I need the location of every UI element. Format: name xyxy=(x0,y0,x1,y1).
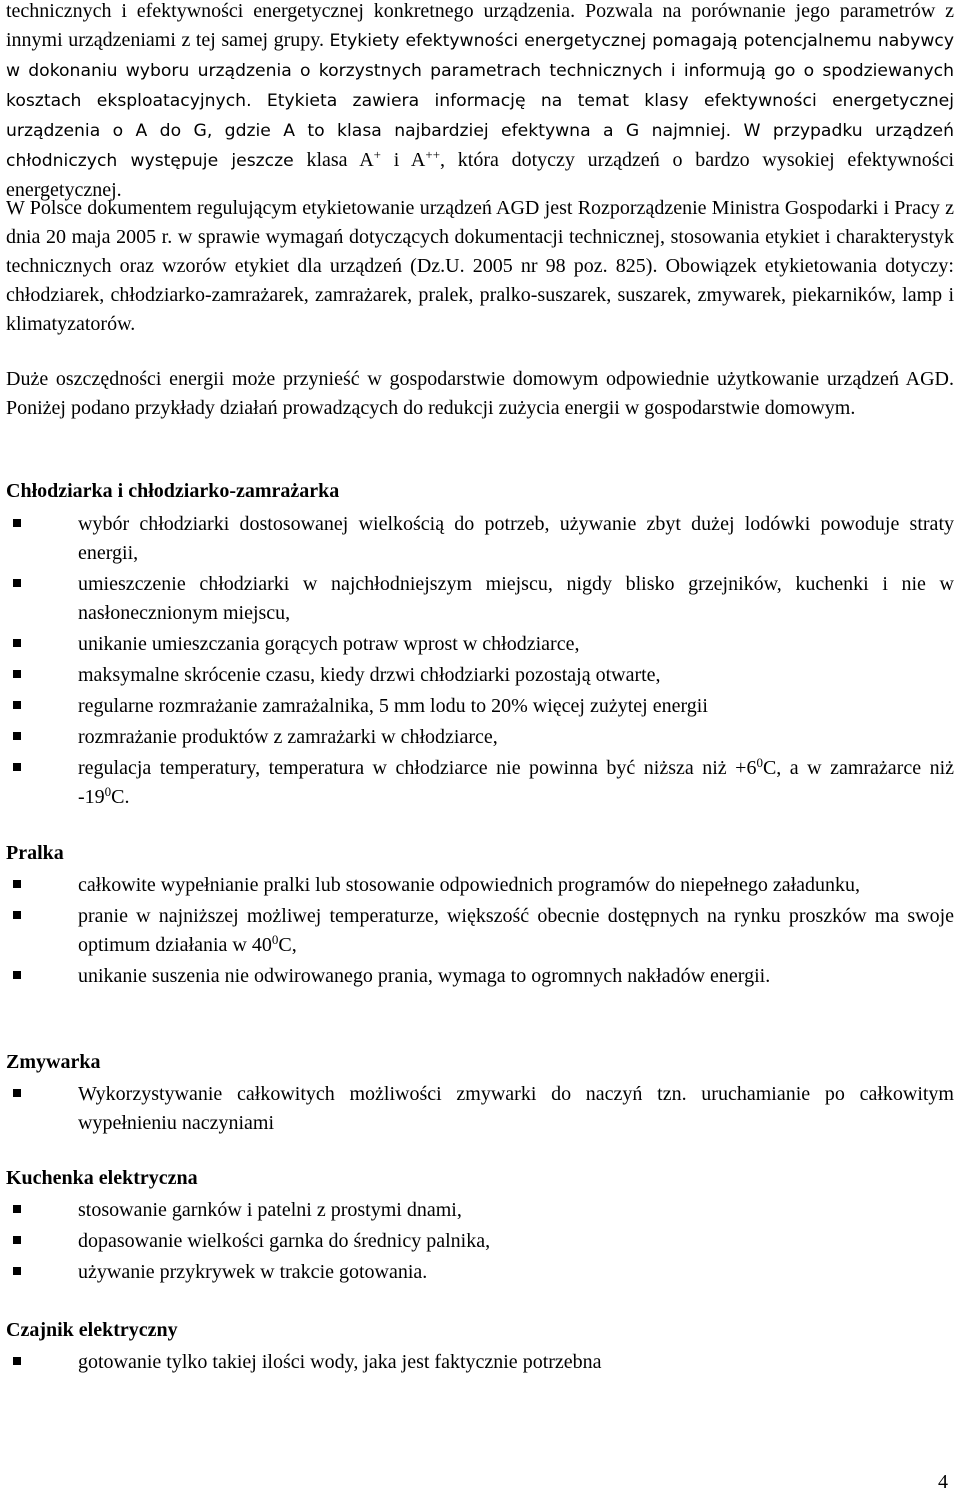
bullet-icon xyxy=(13,1089,21,1097)
bullet-icon xyxy=(13,1267,21,1275)
list-item: rozmrażanie produktów z zamrażarki w chłodziarce, xyxy=(6,723,954,752)
intro-paragraph xyxy=(6,0,954,205)
regulation-paragraph: W Polsce dokumentem regulującym etykietowanie urządzeń AGD jest Rozporządzenie Ministra Gospodarki i Pracy z dnia 20 maja 2005 r. w sprawie wymagań dotyczących dokumentacji technicznej, stosowania etykiet i charakterystyk technicznych oraz wzorów etykiet dla urządzeń (Dz.U. 2005 nr 98 poz. 825). Obowiązek etykietowania dotyczy: chłodziarek, chłodziarko-zamrażarek, zamrażarek, pralek, pralko-suszarek, suszarek, zmywarek, piekarników, lamp i klimatyzatorów. xyxy=(6,197,954,335)
list-item: Wykorzystywanie całkowitych możliwości zmywarki do naczyń tzn. uruchamianie po całkowitym wypełnieniu naczyniami xyxy=(6,1080,954,1138)
list-item: stosowanie garnków i patelni z prostymi dnami, xyxy=(6,1196,954,1225)
bullet-icon xyxy=(13,1357,21,1365)
section-heading: Pralka xyxy=(6,842,64,864)
list-item: maksymalne skrócenie czasu, kiedy drzwi chłodziarki pozostają otwarte, xyxy=(6,661,954,690)
section-fridge xyxy=(6,477,954,812)
bullet-icon xyxy=(13,701,21,709)
bullet-list xyxy=(6,1196,954,1287)
bullet-icon xyxy=(13,639,21,647)
list-item: całkowite wypełnianie pralki lub stosowanie odpowiednich programów do niepełnego załadunku, xyxy=(6,871,954,900)
intro-text-1: technicznych i efektywności energetycznej konkretnego urządzenia. Pozwala na porównanie jego parametrów z innymi urządzeniami z tej samej grupy. xyxy=(6,0,954,51)
bullet-icon xyxy=(13,971,21,979)
section-heading: Czajnik elektryczny xyxy=(6,1319,178,1341)
bullet-icon xyxy=(13,519,21,527)
list-item: umieszczenie chłodziarki w najchłodniejszym miejscu, nigdy blisko grzejników, kuchenki i nie w nasłonecznionym miejscu, xyxy=(6,570,954,628)
list-item: wybór chłodziarki dostosowanej wielkością do potrzeb, używanie zbyt dużej lodówki powoduje straty energii, xyxy=(6,510,954,568)
bullet-icon xyxy=(13,1236,21,1244)
section-washing-machine xyxy=(6,839,954,991)
list-item: unikanie umieszczania gorących potraw wprost w chłodziarce, xyxy=(6,630,954,659)
bullet-list xyxy=(6,871,954,991)
bullet-icon xyxy=(13,732,21,740)
page-number: 4 xyxy=(938,1471,948,1493)
section-heading: Kuchenka elektryczna xyxy=(6,1167,198,1189)
bullet-list xyxy=(6,1348,954,1377)
list-item: dopasowanie wielkości garnka do średnicy palnika, xyxy=(6,1227,954,1256)
bullet-icon xyxy=(13,579,21,587)
intro-text-3: klasa A+ i A++, która dotyczy urządzeń o bardzo wysokiej efektywności energetycznej. xyxy=(6,147,954,201)
bullet-icon xyxy=(13,880,21,888)
bullet-icon xyxy=(13,763,21,771)
list-item: regularne rozmrażanie zamrażalnika, 5 mm lodu to 20% więcej zużytej energii xyxy=(6,692,954,721)
bullet-icon xyxy=(13,670,21,678)
list-item: regulacja temperatury, temperatura w chłodziarce nie powinna być niższa niż $+6^0C$, a w zamrażarce niż $-19^0C$. xyxy=(6,754,954,812)
intro-text-2: Etykiety efektywności energetycznej pomagają potencjalnemu nabywcy w dokonaniu wyboru urządzenia o korzystnych parametrach technicznych i informują go o spodziewanych kosztach eksploatacyjnych. Etykieta zawiera informację na temat klasy efektywności energetycznej urządzenia o A do G, gdzie A to klasa najbardziej efektywna a G najmniej. W przypadku urządzeń chłodniczych występuje jeszcze xyxy=(6,31,955,171)
list-item: pranie w najniższej możliwej temperaturze, większość obecnie dostępnych na rynku proszków ma swoje optimum działania w $40^0C$, xyxy=(6,902,954,960)
section-dishwasher xyxy=(6,1048,954,1138)
savings-paragraph: Duże oszczędności energii może przynieść w gospodarstwie domowym odpowiednie użytkowanie urządzeń AGD. Poniżej podano przykłady działań prowadzących do redukcji zużycia energii w gospodarstwie domowym. xyxy=(6,368,954,419)
list-item: używanie przykrywek w trakcie gotowania. xyxy=(6,1258,954,1287)
section-electric-cooker xyxy=(6,1164,954,1287)
bullet-icon xyxy=(13,1205,21,1213)
section-electric-kettle xyxy=(6,1316,954,1377)
section-heading: Zmywarka xyxy=(6,1051,101,1073)
bullet-icon xyxy=(13,911,21,919)
list-item: unikanie suszenia nie odwirowanego prania, wymaga to ogromnych nakładów energii. xyxy=(6,962,954,991)
section-heading: Chłodziarka i chłodziarko-zamrażarka xyxy=(6,480,340,502)
bullet-list xyxy=(6,510,954,812)
list-item: gotowanie tylko takiej ilości wody, jaka jest faktycznie potrzebna xyxy=(6,1348,954,1377)
bullet-list xyxy=(6,1080,954,1138)
